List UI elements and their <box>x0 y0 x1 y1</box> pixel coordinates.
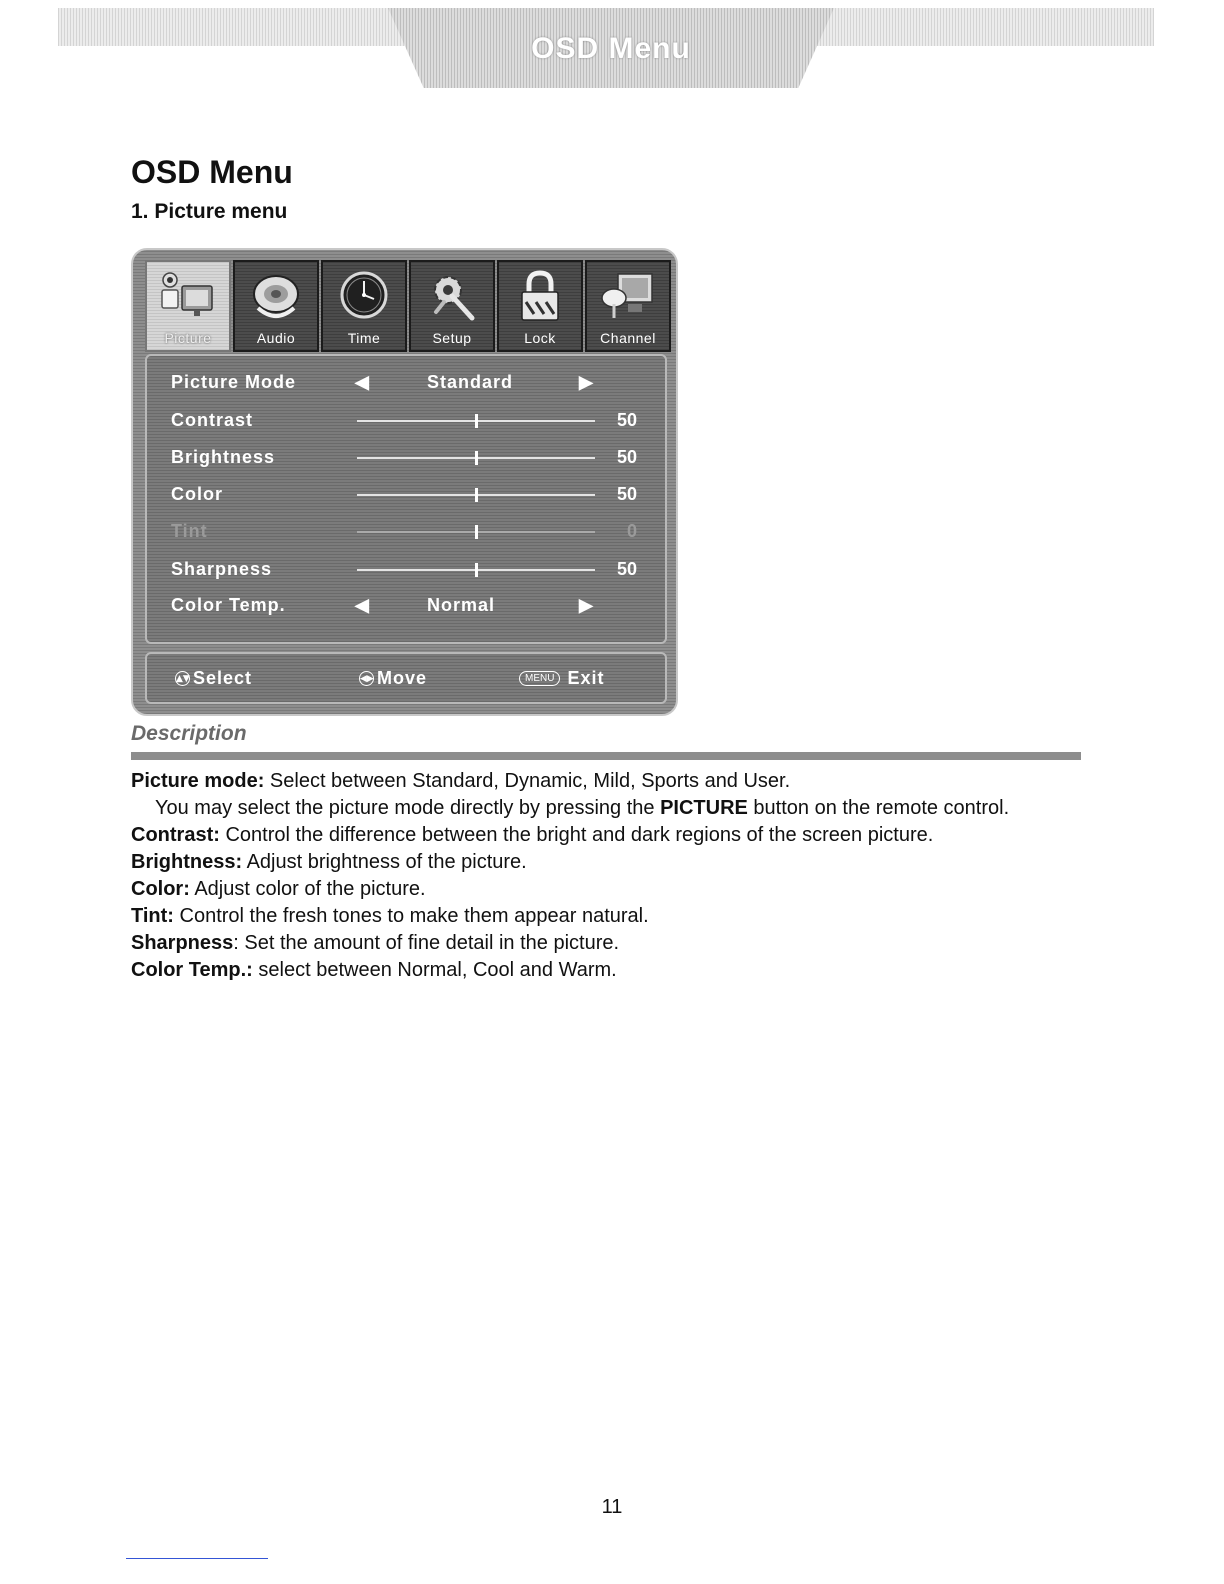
arrow-left-icon[interactable]: ◀ <box>355 372 369 392</box>
hint-label: Select <box>193 668 253 688</box>
desc-term: Tint: <box>131 905 174 927</box>
desc-picture-mode-note <box>155 795 1111 822</box>
hint-exit <box>519 668 604 689</box>
row-value: 50 <box>616 484 637 504</box>
osd-menu-screenshot <box>131 248 678 716</box>
row-label: Color <box>171 484 223 504</box>
row-tint <box>147 515 665 551</box>
tab-picture[interactable] <box>145 260 231 352</box>
row-label: Contrast <box>171 410 254 430</box>
row-color-temp[interactable] <box>147 589 665 625</box>
tab-setup[interactable] <box>409 260 495 352</box>
left-right-icon: ◀▶ <box>359 671 374 686</box>
row-value: 50 <box>616 410 637 430</box>
desc-text: Control the fresh tones to make them appear natural. <box>173 905 649 927</box>
header-banner-title: OSD Menu <box>531 32 691 65</box>
page-title: OSD Menu <box>131 154 293 190</box>
page-number: 11 <box>601 1496 623 1518</box>
menu-key-icon: MENU <box>519 671 560 686</box>
tab-lock[interactable] <box>497 260 583 352</box>
row-label: Color Temp. <box>171 595 286 615</box>
desc-contrast <box>131 822 1111 849</box>
desc-text: Adjust brightness of the picture. <box>242 851 527 873</box>
desc-term: Contrast: <box>131 824 220 846</box>
row-value: 0 <box>626 521 637 541</box>
desc-text: Adjust color of the picture. <box>189 878 426 900</box>
osd-tab-bar <box>145 260 671 352</box>
hint-move <box>359 668 427 689</box>
row-value: 50 <box>616 447 637 467</box>
arrow-left-icon[interactable]: ◀ <box>355 595 369 615</box>
row-picture-mode[interactable] <box>147 366 665 402</box>
gear-wrench-icon <box>422 268 482 326</box>
desc-color-temp <box>131 957 1111 984</box>
description-list <box>131 768 1111 984</box>
row-color[interactable] <box>147 478 665 514</box>
tab-label: Lock <box>524 330 556 346</box>
hint-select <box>175 668 252 689</box>
option-value: Normal <box>427 595 496 615</box>
desc-text: button on the remote control. <box>747 797 1010 819</box>
desc-term: Color Temp.: <box>131 959 253 981</box>
row-label: Brightness <box>171 447 276 467</box>
description-divider <box>131 752 1081 760</box>
satellite-dish-icon <box>598 268 658 326</box>
desc-term: Brightness: <box>131 851 243 873</box>
tab-time[interactable] <box>321 260 407 352</box>
tab-label: Setup <box>432 330 472 346</box>
row-label: Sharpness <box>171 559 273 579</box>
tab-label: Channel <box>600 330 656 346</box>
tab-label: Picture <box>164 330 212 346</box>
tab-label: Audio <box>256 330 296 346</box>
row-contrast[interactable] <box>147 404 665 440</box>
hint-label: Move <box>377 668 428 688</box>
osd-settings-panel <box>145 354 667 644</box>
slider-thumb[interactable] <box>475 488 478 502</box>
slider-track[interactable] <box>357 420 595 422</box>
slider-thumb <box>475 525 478 539</box>
slider-thumb[interactable] <box>475 414 478 428</box>
up-down-icon: ▲▼ <box>175 671 190 686</box>
arrow-right-icon[interactable]: ▶ <box>579 372 593 392</box>
tab-label: Time <box>347 330 381 346</box>
desc-term: Picture mode: <box>131 770 265 792</box>
slider-track[interactable] <box>357 457 595 459</box>
section-title: 1. Picture menu <box>131 200 288 223</box>
desc-term: Sharpness <box>131 932 234 954</box>
row-label: Picture Mode <box>171 372 297 392</box>
hint-label: Exit <box>567 668 605 688</box>
desc-text: Select between Standard, Dynamic, Mild, Sports and User. <box>264 770 791 792</box>
desc-color <box>131 876 1111 903</box>
row-value: 50 <box>616 559 637 579</box>
tab-audio[interactable] <box>233 260 319 352</box>
row-brightness[interactable] <box>147 441 665 477</box>
desc-term: Color: <box>131 878 190 900</box>
arrow-right-icon[interactable]: ▶ <box>579 595 593 615</box>
desc-text: Control the difference between the bright and dark regions of the screen picture. <box>219 824 934 846</box>
slider-track[interactable] <box>357 569 595 571</box>
desc-text: You may select the picture mode directly by pressing the <box>155 797 661 819</box>
picture-button-name: PICTURE <box>660 797 748 819</box>
tab-channel[interactable] <box>585 260 671 352</box>
desc-text: : Set the amount of fine detail in the picture. <box>233 932 620 954</box>
desc-tint <box>131 903 1111 930</box>
slider-track[interactable] <box>357 494 595 496</box>
desc-picture-mode <box>131 768 1111 795</box>
slider-track <box>357 531 595 533</box>
option-value: Standard <box>427 372 514 392</box>
description-heading: Description <box>131 722 247 745</box>
osd-hint-bar <box>145 652 667 704</box>
row-sharpness[interactable] <box>147 553 665 589</box>
padlock-icon <box>510 268 570 326</box>
desc-sharpness <box>131 930 1111 957</box>
clock-icon <box>334 268 394 326</box>
slider-thumb[interactable] <box>475 451 478 465</box>
audio-speaker-icon <box>246 268 306 326</box>
desc-text: select between Normal, Cool and Warm. <box>252 959 617 981</box>
footer-rule <box>126 1558 268 1559</box>
slider-thumb[interactable] <box>475 563 478 577</box>
desc-brightness <box>131 849 1111 876</box>
picture-camera-icon <box>158 268 218 326</box>
row-label: Tint <box>171 521 208 541</box>
